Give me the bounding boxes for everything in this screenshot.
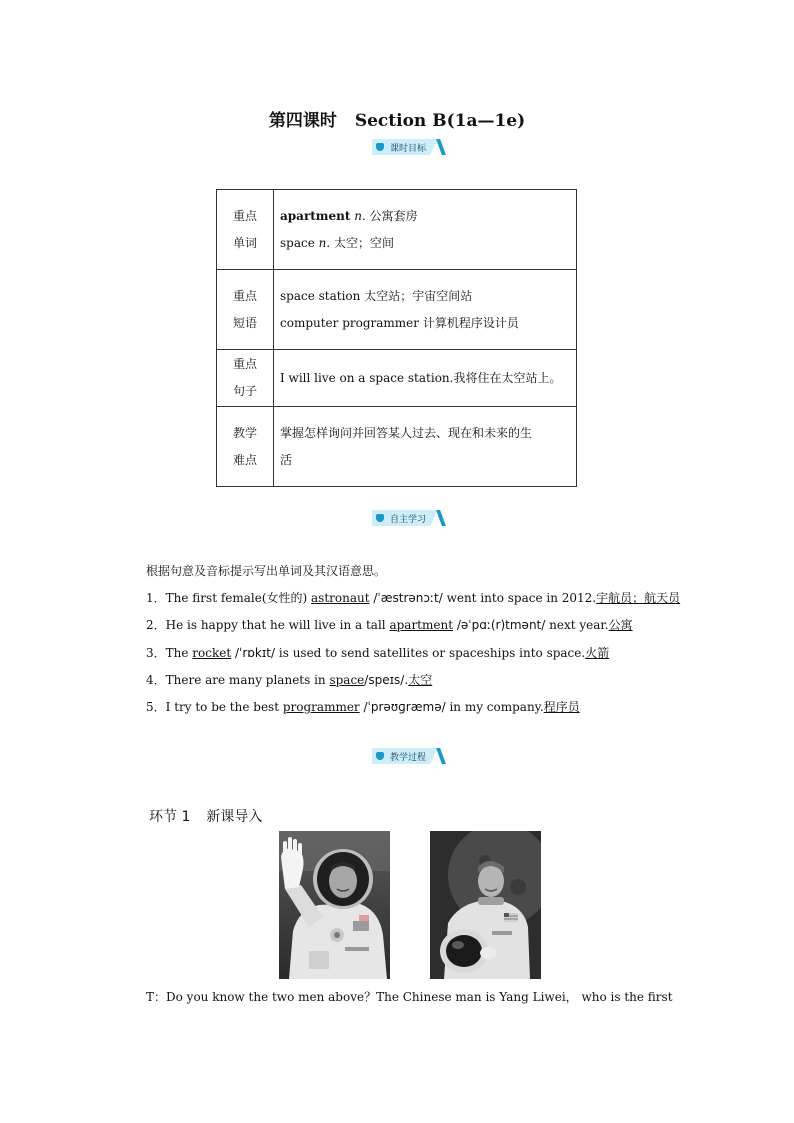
answer-meaning: 太空 xyxy=(408,673,433,687)
table-row xyxy=(217,270,577,350)
self-study-badge-label: 自主学习 xyxy=(388,510,430,526)
process-badge xyxy=(372,748,443,764)
row-value: I will live on a space station.我将住在太空站上。 xyxy=(274,350,577,407)
answer-word: apartment xyxy=(389,618,454,632)
trophy-icon xyxy=(372,139,388,155)
row-value: 掌握怎样询问并回答某人过去、现在和未来的生 活 xyxy=(274,407,577,487)
page-title xyxy=(0,106,794,131)
table-row xyxy=(217,350,577,407)
table-row xyxy=(217,190,577,270)
trophy-icon xyxy=(372,510,388,526)
phonetic: /speɪs/ xyxy=(364,673,405,687)
row-value: space station 太空站；宇宙空间站 computer programmer 计算机程序设计员 xyxy=(274,270,577,350)
row-key: 教学 难点 xyxy=(217,407,274,487)
teacher-dialogue: T：Do you know the two men above？The Chinese man is Yang Liwei， who is the first xyxy=(146,990,673,1004)
astronaut-photo-yang-liwei xyxy=(279,831,390,979)
exercise-item: 5．I try to be the best programmer /ˈprəʊɡræmə/ in my company.程序员 xyxy=(146,700,580,714)
objectives-table xyxy=(216,189,577,487)
phonetic: /ˈrɒkɪt/ xyxy=(231,646,276,660)
exercise-item: 2．He is happy that he will live in a tall apartment /əˈpɑː(r)tmənt/ next year.公寓 xyxy=(146,618,633,632)
exercise-item: 1．The first female(女性的) astronaut /ˈæstrənɔːt/ went into space in 2012.宇航员；航天员 xyxy=(146,591,681,605)
answer-word: programmer xyxy=(282,700,360,714)
phonetic: /ˈæstrənɔːt/ xyxy=(369,591,443,605)
objectives-badge xyxy=(372,139,443,155)
phonetic: /əˈpɑː(r)tmənt/ xyxy=(453,618,546,632)
answer-meaning: 宇航员；航天员 xyxy=(596,591,681,605)
row-value: apartment n. 公寓套房 space n. 太空；空间 xyxy=(274,190,577,270)
exercise-item: 3．The rocket /ˈrɒkɪt/ is used to send satellites or spaceships into space.火箭 xyxy=(146,646,610,660)
row-key: 重点 句子 xyxy=(217,350,274,407)
answer-word: rocket xyxy=(192,646,232,660)
title-en: Section B(1a—1e) xyxy=(354,111,526,131)
answer-word: space xyxy=(329,673,365,687)
phonetic: /ˈprəʊɡræmə/ xyxy=(359,700,446,714)
section-heading: 环节 1 新课导入 xyxy=(149,809,263,825)
trophy-icon xyxy=(372,748,388,764)
answer-meaning: 公寓 xyxy=(608,618,633,632)
row-key: 重点 单词 xyxy=(217,190,274,270)
exercise-instructions: 根据句意及音标提示写出单词及其汉语意思。 xyxy=(146,564,387,578)
exercise-item: 4．There are many planets in space/speɪs/.太空 xyxy=(146,673,433,687)
title-cn: 第四课时 xyxy=(268,111,337,131)
row-key: 重点 短语 xyxy=(217,270,274,350)
answer-meaning: 程序员 xyxy=(543,700,580,714)
answer-meaning: 火箭 xyxy=(585,646,610,660)
answer-word: astronaut xyxy=(311,591,370,605)
self-study-badge xyxy=(372,510,443,526)
astronaut-photo-portrait xyxy=(430,831,541,979)
table-row xyxy=(217,407,577,487)
objectives-badge-label: 课时目标 xyxy=(388,139,430,155)
process-badge-label: 教学过程 xyxy=(388,748,430,764)
